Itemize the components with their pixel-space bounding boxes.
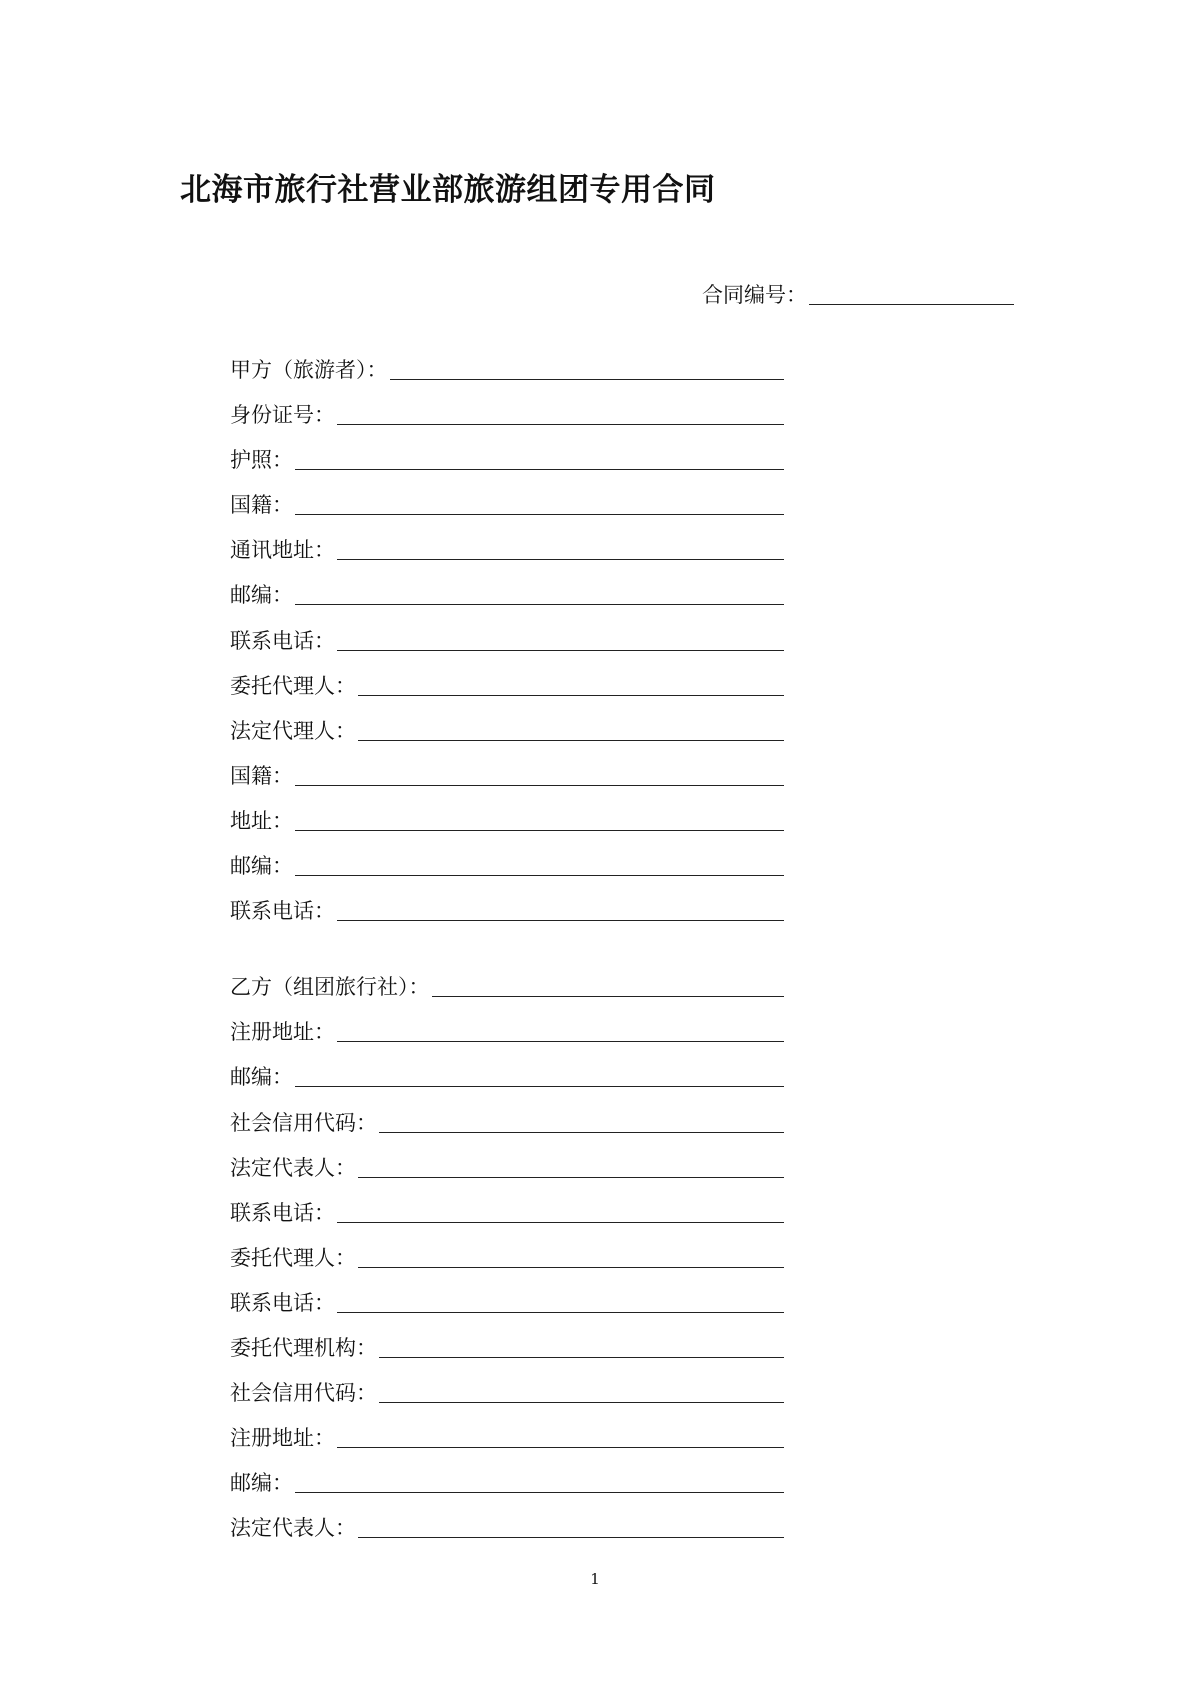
party-b-agency-legal-representative-blank[interactable]: [358, 1537, 784, 1538]
party-a-phone-blank[interactable]: [337, 650, 784, 651]
party-b-phone-blank[interactable]: [337, 1222, 784, 1223]
party-b-agency-credit-code-field[interactable]: [230, 1374, 784, 1406]
party-a-nationality-label: 国籍：: [230, 493, 293, 517]
party-a-agent-postcode-blank[interactable]: [295, 875, 784, 876]
party-a-agent-postcode-label: 邮编：: [230, 854, 293, 878]
party-a-nationality-blank[interactable]: [295, 514, 784, 515]
party-b-legal-representative-field[interactable]: [230, 1149, 784, 1181]
party-a-passport-label: 护照：: [230, 448, 293, 472]
party-b-credit-code-field[interactable]: [230, 1104, 784, 1136]
party-a-agent-nationality-field[interactable]: [230, 757, 784, 789]
party-a-passport-blank[interactable]: [295, 469, 784, 470]
party-a-agent-phone-label: 联系电话：: [230, 899, 335, 923]
party-b-authorized-agent-blank[interactable]: [358, 1267, 784, 1268]
party-b-agency-postcode-label: 邮编：: [230, 1471, 293, 1495]
contract-number-blank[interactable]: [809, 304, 1014, 305]
party-b-agency-legal-representative-field[interactable]: [230, 1509, 784, 1541]
party-a-mailing-address-label: 通讯地址：: [230, 538, 335, 562]
party-b-phone-field[interactable]: [230, 1194, 784, 1226]
party-a-nationality-field[interactable]: [230, 486, 784, 518]
party-a-id-number-field[interactable]: [230, 396, 784, 428]
party-a-postcode-blank[interactable]: [295, 604, 784, 605]
party-b-registered-address-label: 注册地址：: [230, 1020, 335, 1044]
party-a-legal-agent-label: 法定代理人：: [230, 719, 356, 743]
party-b-legal-representative-label: 法定代表人：: [230, 1156, 356, 1180]
party-b-agency-registered-address-field[interactable]: [230, 1419, 784, 1451]
party-b-agency-postcode-field[interactable]: [230, 1464, 784, 1496]
party-a-passport-field[interactable]: [230, 441, 784, 473]
party-b-postcode-blank[interactable]: [295, 1086, 784, 1087]
party-a-agent-address-label: 地址：: [230, 809, 293, 833]
party-b-name-label: 乙方（组团旅行社）：: [230, 975, 430, 999]
party-a-authorized-agent-blank[interactable]: [358, 695, 784, 696]
party-b-agency-label: 委托代理机构：: [230, 1336, 377, 1360]
party-a-authorized-agent-label: 委托代理人：: [230, 674, 356, 698]
page-number: 1: [590, 1570, 600, 1588]
contract-number-field[interactable]: [702, 276, 1014, 308]
party-b-agency-credit-code-label: 社会信用代码：: [230, 1381, 377, 1405]
party-a-phone-field[interactable]: [230, 622, 784, 654]
party-a-agent-nationality-label: 国籍：: [230, 764, 293, 788]
party-b-legal-representative-blank[interactable]: [358, 1177, 784, 1178]
party-a-name-label: 甲方（旅游者）：: [230, 358, 388, 382]
party-a-legal-agent-blank[interactable]: [358, 740, 784, 741]
party-b-postcode-label: 邮编：: [230, 1065, 293, 1089]
party-a-mailing-address-blank[interactable]: [337, 559, 784, 560]
party-b-authorized-agent-field[interactable]: [230, 1239, 784, 1271]
party-b-credit-code-blank[interactable]: [379, 1132, 784, 1133]
party-b-agency-field[interactable]: [230, 1329, 784, 1361]
contract-title: 北海市旅行社营业部旅游组团专用合同: [180, 172, 716, 208]
party-a-phone-label: 联系电话：: [230, 629, 335, 653]
party-b-agency-legal-representative-label: 法定代表人：: [230, 1516, 356, 1540]
party-b-registered-address-field[interactable]: [230, 1013, 784, 1045]
contract-number-label: 合同编号：: [702, 283, 807, 307]
party-b-registered-address-blank[interactable]: [337, 1041, 784, 1042]
party-a-agent-phone-blank[interactable]: [337, 920, 784, 921]
party-b-agency-postcode-blank[interactable]: [295, 1492, 784, 1493]
party-a-id-number-label: 身份证号：: [230, 403, 335, 427]
party-b-agency-registered-address-label: 注册地址：: [230, 1426, 335, 1450]
party-a-mailing-address-field[interactable]: [230, 531, 784, 563]
party-a-legal-agent-field[interactable]: [230, 712, 784, 744]
party-b-name-blank[interactable]: [432, 996, 785, 997]
party-b-agent-phone-field[interactable]: [230, 1284, 784, 1316]
party-b-agency-credit-code-blank[interactable]: [379, 1402, 784, 1403]
party-b-phone-label: 联系电话：: [230, 1201, 335, 1225]
party-b-authorized-agent-label: 委托代理人：: [230, 1246, 356, 1270]
party-b-agent-phone-label: 联系电话：: [230, 1291, 335, 1315]
party-b-agency-blank[interactable]: [379, 1357, 784, 1358]
party-a-agent-address-blank[interactable]: [295, 830, 784, 831]
party-a-agent-phone-field[interactable]: [230, 892, 784, 924]
party-b-agent-phone-blank[interactable]: [337, 1312, 784, 1313]
party-a-agent-postcode-field[interactable]: [230, 847, 784, 879]
party-a-postcode-label: 邮编：: [230, 583, 293, 607]
party-b-credit-code-label: 社会信用代码：: [230, 1111, 377, 1135]
party-a-agent-address-field[interactable]: [230, 802, 784, 834]
party-a-agent-nationality-blank[interactable]: [295, 785, 784, 786]
party-a-postcode-field[interactable]: [230, 576, 784, 608]
party-b-postcode-field[interactable]: [230, 1058, 784, 1090]
party-a-name-blank[interactable]: [390, 379, 785, 380]
party-a-id-number-blank[interactable]: [337, 424, 784, 425]
party-b-name-field[interactable]: [230, 968, 784, 1000]
party-a-name-field[interactable]: [230, 351, 784, 383]
party-b-agency-registered-address-blank[interactable]: [337, 1447, 784, 1448]
party-a-authorized-agent-field[interactable]: [230, 667, 784, 699]
